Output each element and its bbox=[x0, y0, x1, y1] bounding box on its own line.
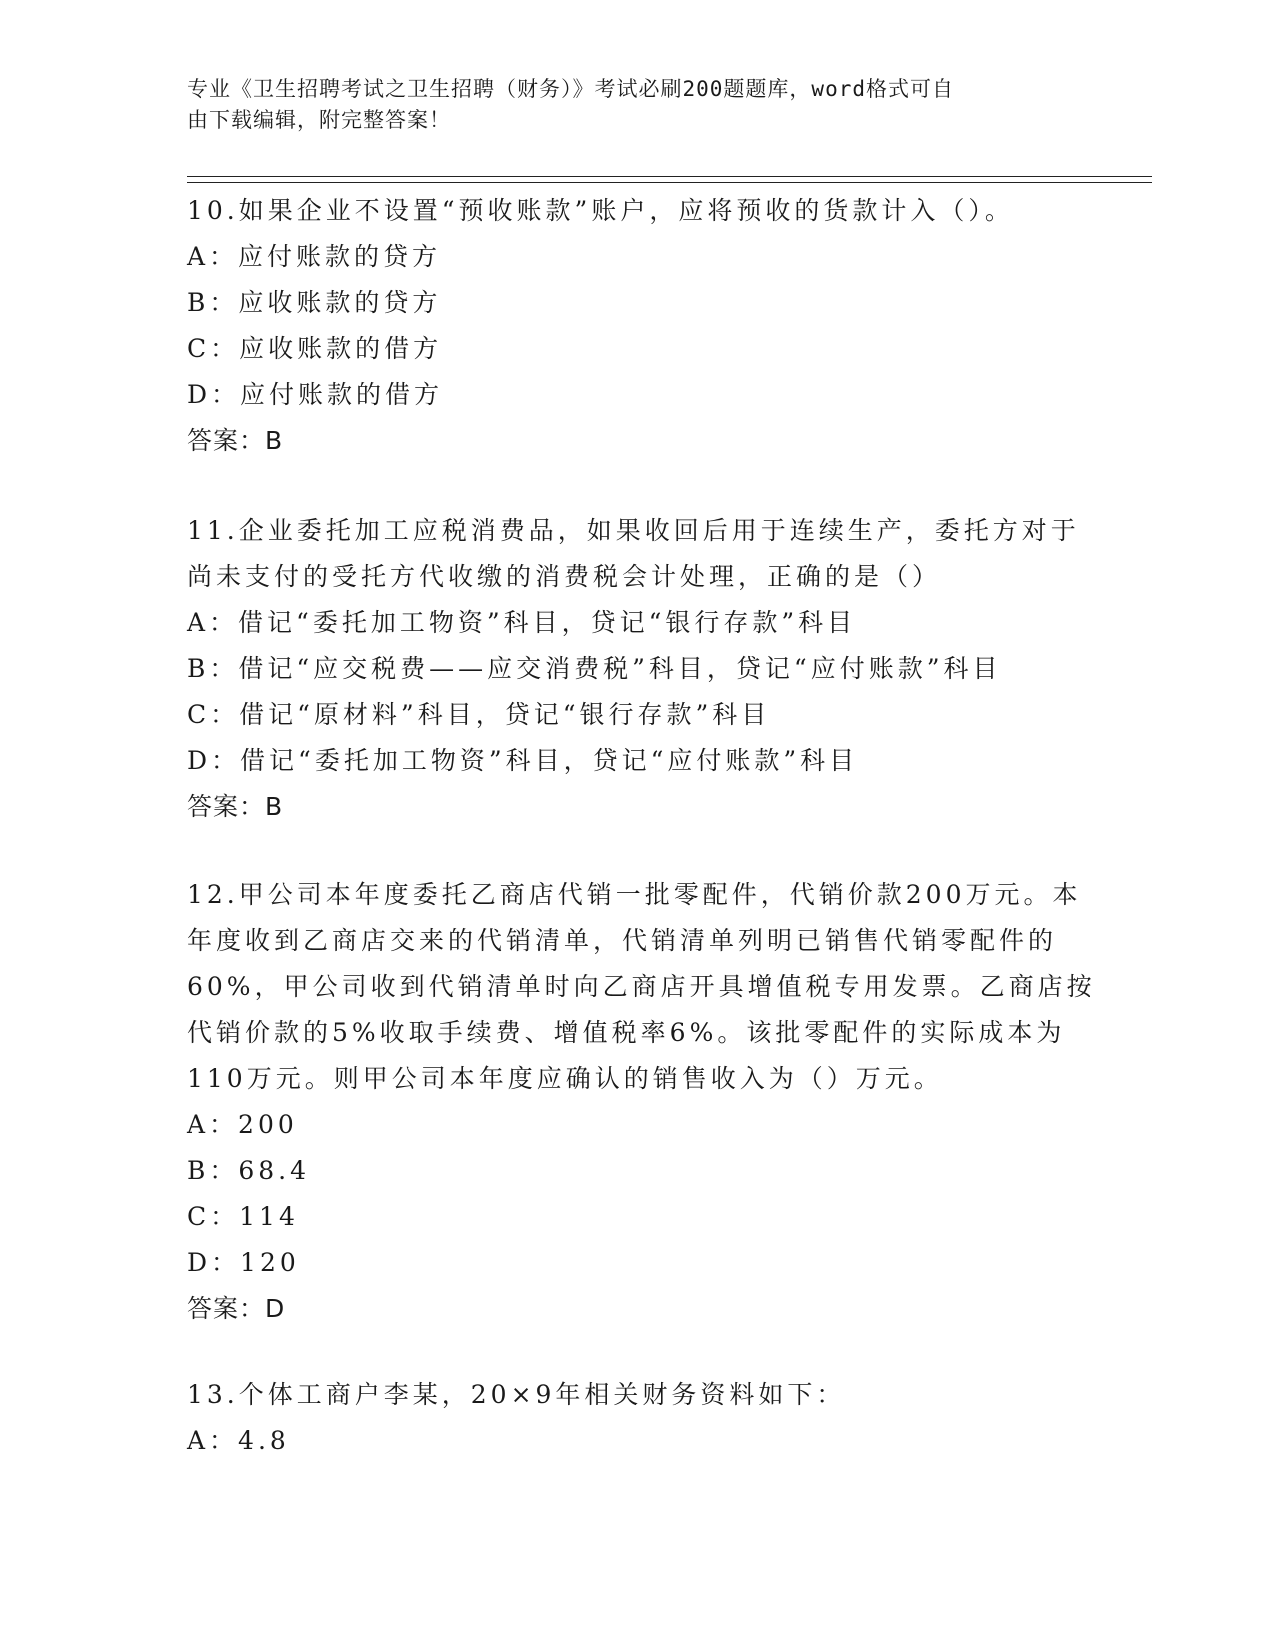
option-a: A：4.8 bbox=[187, 1426, 290, 1455]
answer-line: 答案：B bbox=[187, 426, 284, 455]
header-line-1: 专业《卫生招聘考试之卫生招聘（财务）》考试必刷200题题库，word格式可自 bbox=[187, 77, 954, 101]
option-d: D：120 bbox=[187, 1248, 300, 1277]
question-text-line-1: 11.企业委托加工应税消费品，如果收回后用于连续生产，委托方对于 bbox=[187, 516, 1080, 545]
question-text-line-2: 年度收到乙商店交来的代销清单，代销清单列明已销售代销零配件的 bbox=[187, 926, 1058, 955]
question-text-line-2: 尚未支付的受托方代收缴的消费税会计处理，正确的是（） bbox=[187, 562, 942, 591]
option-b: B：68.4 bbox=[187, 1156, 311, 1185]
answer-line: 答案：B bbox=[187, 792, 284, 821]
question-13 bbox=[187, 1372, 1087, 1464]
header-divider-bottom bbox=[187, 182, 1152, 183]
option-b: B：应收账款的贷方 bbox=[187, 288, 442, 317]
question-text-line-4: 代销价款的5%收取手续费、增值税率6%。该批零配件的实际成本为 bbox=[187, 1018, 1066, 1047]
option-d: D：应付账款的借方 bbox=[187, 380, 444, 409]
question-11 bbox=[187, 508, 1087, 830]
question-text-line-1: 12.甲公司本年度委托乙商店代销一批零配件，代销价款200万元。本 bbox=[187, 880, 1082, 909]
question-12 bbox=[187, 872, 1096, 1332]
option-b: B：借记“应交税费——应交消费税”科目，贷记“应付账款”科目 bbox=[187, 654, 1002, 683]
option-a: A：借记“委托加工物资”科目，贷记“银行存款”科目 bbox=[187, 608, 857, 637]
header-line-2: 由下载编辑，附完整答案！ bbox=[187, 108, 451, 132]
option-a: A：200 bbox=[187, 1110, 298, 1139]
question-text: 10.如果企业不设置“预收账款”账户，应将预收的货款计入（）。 bbox=[187, 196, 1014, 225]
question-text-line-5: 110万元。则甲公司本年度应确认的销售收入为（）万元。 bbox=[187, 1064, 943, 1093]
option-c: C：借记“原材料”科目，贷记“银行存款”科目 bbox=[187, 700, 771, 729]
answer-line: 答案：D bbox=[187, 1294, 286, 1323]
option-c: C：114 bbox=[187, 1202, 299, 1231]
header-divider-top bbox=[187, 176, 1152, 177]
question-text-line-3: 60%，甲公司收到代销清单时向乙商店开具增值税专用发票。乙商店按 bbox=[187, 972, 1096, 1001]
option-d: D：借记“委托加工物资”科目，贷记“应付账款”科目 bbox=[187, 746, 859, 775]
option-a: A：应付账款的贷方 bbox=[187, 242, 442, 271]
option-c: C：应收账款的借方 bbox=[187, 334, 443, 363]
document-header bbox=[187, 74, 1067, 136]
question-10 bbox=[187, 188, 1087, 464]
question-text: 13.个体工商户李某，20×9年相关财务资料如下： bbox=[187, 1380, 846, 1409]
